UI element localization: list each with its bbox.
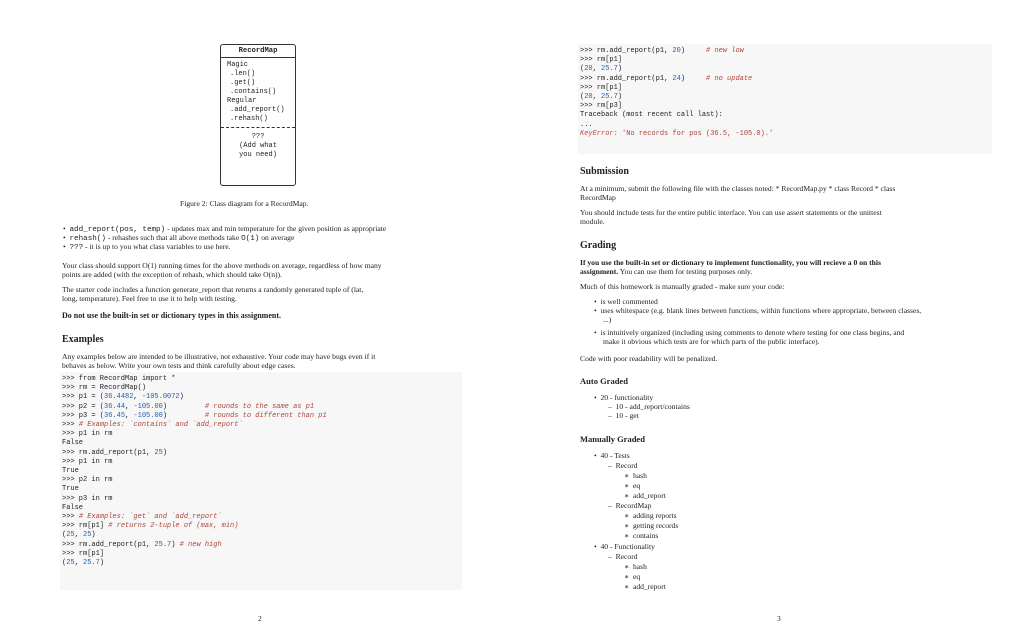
uml-divider: [221, 57, 295, 58]
code-line: >>> rm[p1]: [580, 83, 623, 92]
method-get: .get(): [230, 79, 256, 87]
manual-item-text: hash: [632, 562, 647, 571]
paragraph-starter-code-2: long, temperature). Feel free to use it to help with testing.: [62, 294, 237, 303]
manual-subsubitem: ∗ adding reports: [624, 511, 677, 520]
examples-heading: Examples: [62, 334, 104, 345]
manually-graded-heading: Manually Graded: [580, 434, 645, 444]
code-line: True: [62, 467, 79, 476]
grading-warning-1: If you use the built-in set or dictionary to implement functionality, you will recieve a 0 on this: [580, 258, 881, 267]
manual-item-text: contains: [632, 531, 659, 540]
grading-bullet: • uses whitespace (e.g. blank lines between functions, within functions where appropriate, between classes,: [594, 306, 922, 315]
code-line: >>> p1 = (36.4482, -105.0072): [62, 393, 184, 402]
method-rehash: .rehash(): [230, 115, 268, 123]
manual-subsubitem: ∗ eq: [624, 481, 641, 490]
bullet-rehash: • rehash() - rehashes such that all above methods take O(1) on average: [63, 233, 295, 243]
auto-subitem: – 10 - add_report/contains: [608, 402, 690, 411]
code-line: True: [62, 485, 79, 494]
manual-subsubitem: ∗ add_report: [624, 582, 666, 591]
grading-bullet-cont: ...): [603, 315, 612, 324]
code-line: (25, 25.7): [62, 559, 105, 568]
code-line: >>> rm = RecordMap(): [62, 384, 147, 393]
code-line: (20, 25.7): [580, 93, 623, 102]
submission-line-3: You should include tests for the entire public interface. You can use assert statements or the unittest: [580, 208, 882, 217]
manual-item-text: Record: [615, 552, 638, 561]
manual-subsubitem: ∗ hash: [624, 562, 647, 571]
manual-item-text: add_report: [632, 491, 666, 500]
page-3: [512, 0, 1024, 635]
bullet-code: add_report(pos, temp): [69, 226, 166, 234]
code-block-continued: [580, 47, 773, 139]
manual-subsubitem: ∗ contains: [624, 531, 659, 540]
auto-item: • 20 - functionality: [594, 393, 654, 402]
page-number: 3: [777, 614, 781, 623]
grading-bullet-text: is intuitively organized (including using comments to denote where testing for one class begins, and: [600, 328, 905, 337]
code-line: >>> rm[p1] # returns 2-tuple of (max, min): [62, 522, 239, 531]
code-line: (20, 25.7): [580, 65, 623, 74]
code-line: >>> rm.add_report(p1, 20) # new low: [580, 47, 744, 55]
uml-extra-2: (Add what: [239, 142, 277, 150]
code-line: Traceback (most recent call last):: [580, 111, 723, 120]
method-len: .len(): [230, 70, 256, 78]
auto-item-text: 10 - add_report/contains: [615, 402, 690, 411]
grading-paragraph: Much of this homework is manually graded - make sure your code:: [580, 282, 785, 291]
manual-subsubitem: ∗ hash: [624, 471, 647, 480]
code-line: >>> from RecordMap import *: [62, 375, 176, 383]
bullet-text: - rehashes such that all above methods take: [105, 233, 242, 242]
manual-item-text: Record: [615, 461, 638, 470]
bullet-text: - it is up to you what class variables to use here.: [83, 242, 231, 251]
manual-subsubitem: ∗ add_report: [624, 491, 666, 500]
submission-heading: Submission: [580, 166, 629, 177]
manual-subitem: – Record: [608, 552, 638, 561]
code-line: >>> rm[p1]: [62, 549, 105, 558]
code-block-examples: [62, 375, 327, 568]
code-line: >>> # Examples: `contains` and `add_report`: [62, 421, 243, 430]
bullet-add-report: • add_report(pos, temp) - updates max and min temperature for the given position as appropriate: [63, 224, 387, 234]
class-diagram: [220, 44, 296, 186]
code-line: KeyError: 'No records for pos (36.5, -105.0).': [580, 129, 774, 138]
uml-extra-3: you need): [239, 151, 277, 159]
page-number: 2: [258, 614, 262, 623]
manual-item-text: eq: [632, 481, 641, 490]
examples-intro-2: behaves as below. Write your own tests and think carefully about edge cases.: [62, 361, 296, 370]
code-line: >>> p2 in rm: [62, 476, 113, 485]
code-line: >>> p2 = (36.44, -105.00) # rounds to the same as p1: [62, 402, 315, 411]
manual-item: • 40 - Tests: [594, 451, 630, 460]
warning-text: Do not use the built-in set or dictionary types in this assignment.: [62, 311, 281, 320]
code-line: >>> p3 in rm: [62, 494, 113, 503]
grading-closing: Code with poor readability will be penalized.: [580, 354, 718, 363]
grading-warning-bold: assignment.: [580, 267, 619, 276]
code-line: False: [62, 503, 84, 512]
manual-item-text: eq: [632, 572, 641, 581]
code-line: ...: [580, 120, 593, 129]
code-line: >>> rm[p1]: [580, 56, 623, 65]
bullet-code: ???: [69, 244, 84, 252]
uml-dashed-divider: [221, 127, 295, 128]
code-line: False: [62, 439, 84, 448]
bullet-text: on average: [259, 233, 295, 242]
uml-extra-1: ???: [251, 133, 265, 141]
code-line: >>> rm[p3]: [580, 102, 623, 111]
submission-line-4: module.: [580, 217, 605, 226]
grading-warning-tail: You can use them for testing purposes only.: [618, 267, 753, 276]
code-line: >>> rm.add_report(p1, 25): [62, 448, 168, 457]
paragraph-starter-code-1: The starter code includes a function generate_report that returns a randomly generated tuple of (lat,: [62, 285, 364, 294]
grading-warning-2: [580, 267, 752, 276]
bullet-text: - updates max and min temperature for the given position as appropriate: [165, 224, 387, 233]
manual-item-text: 40 - Tests: [600, 451, 630, 460]
submission-line-2: RecordMap: [580, 193, 616, 202]
auto-item-text: 20 - functionality: [600, 393, 654, 402]
submission-line-1: At a minimum, submit the following file with the classes noted: * RecordMap.py * class Record * class: [580, 184, 896, 193]
manual-item-text: 40 - Functionality: [600, 542, 655, 551]
manual-item-text: getting records: [632, 521, 679, 530]
examples-intro-1: Any examples below are intended to be illustrative, not exhaustive. Your code may have bugs even if it: [62, 352, 376, 361]
auto-subitem: – 10 - get: [608, 411, 639, 420]
manual-subitem: – RecordMap: [608, 501, 652, 510]
grading-bullet: • is well commented: [594, 297, 658, 306]
manual-subsubitem: ∗ eq: [624, 572, 641, 581]
paragraph-running-times-1: Your class should support O(1) running times for the above methods on average, regardless of how many: [62, 261, 382, 270]
method-contains: .contains(): [230, 88, 277, 96]
code-line: >>> p1 in rm: [62, 457, 113, 466]
paragraph-running-times-2: points are added (with the exception of rehash, which should take O(n)).: [62, 270, 282, 279]
class-name: RecordMap: [238, 47, 278, 55]
manual-item-text: adding reports: [632, 511, 677, 520]
code-line: (25, 25): [62, 531, 96, 540]
code-line: >>> p3 = (36.45, -105.00) # rounds to different than p1: [62, 411, 327, 420]
manual-item: • 40 - Functionality: [594, 542, 655, 551]
magic-label: Magic: [227, 61, 249, 69]
bullet-code: O(1): [241, 235, 260, 243]
manual-item-text: hash: [632, 471, 647, 480]
auto-graded-heading: Auto Graded: [580, 376, 628, 386]
grading-bullet-text: uses whitespace (e.g. blank lines between functions, within functions where appropriate, between classes,: [600, 306, 922, 315]
manual-subsubitem: ∗ getting records: [624, 521, 679, 530]
auto-item-text: 10 - get: [615, 411, 639, 420]
code-line: >>> p1 in rm: [62, 430, 113, 439]
bullet-code: rehash(): [69, 235, 106, 243]
grading-bullet: • is intuitively organized (including using comments to denote where testing for one class begins, and: [594, 328, 905, 337]
figure-caption: Figure 2: Class diagram for a RecordMap.: [180, 199, 309, 208]
manual-subitem: – Record: [608, 461, 638, 470]
manual-item-text: add_report: [632, 582, 666, 591]
grading-heading: Grading: [580, 240, 617, 251]
grading-bullet-cont: make it obvious which tests are for which parts of the public interface).: [603, 337, 820, 346]
bullet-class-vars: • ??? - it is up to you what class variables to use here.: [63, 242, 231, 252]
manual-item-text: RecordMap: [615, 501, 652, 510]
regular-label: Regular: [227, 97, 257, 105]
code-line: >>> rm.add_report(p1, 25.7) # new high: [62, 540, 222, 549]
code-line: >>> # Examples: `get` and `add_report`: [62, 513, 222, 522]
method-add-report: .add_report(): [230, 106, 285, 114]
code-line: >>> rm.add_report(p1, 24) # no update: [580, 74, 753, 83]
grading-bullet-text: is well commented: [600, 297, 658, 306]
